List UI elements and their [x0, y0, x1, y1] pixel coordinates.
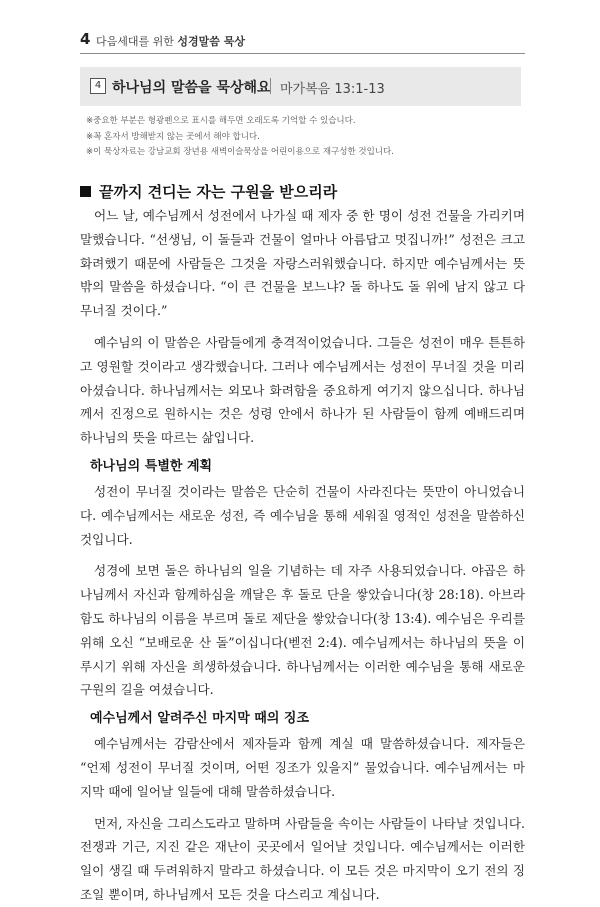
lesson-title: 하나님의 말씀을 묵상해요 [112, 80, 271, 96]
paragraph: 예수님께서는 감람산에서 제자들과 함께 계실 때 말씀하셨습니다. 제자들은 “언제 성전이 무너질 것이며, 어떤 징조가 있을지” 물었습니다. 예수님께서는 마지막 때에 일어날 일들에 대해 말씀하셨습니다. [80, 736, 525, 799]
subheading: 하나님의 특별한 계획 [90, 458, 213, 474]
scripture-reference: 마가복음 13:1-13 [280, 82, 385, 97]
header-divider [80, 53, 525, 54]
series-name: 성경말씀 묵상 [177, 35, 245, 48]
paragraph: 성경에 보면 돌은 하나님의 일을 기념하는 데 자주 사용되었습니다. 야곱은 하나님께서 자신과 함께하심을 깨달은 후 돌로 단을 쌓았습니다(창 28:18). 아브라함도 하나님의 이름을 부르며 돌로 제단을 쌓았습니다(창 13:4). 예수님은 우리를 위해 오신 “보배로운 산 돌”이십니다(벧전 2:4). 예수님께서는 하나님의 뜻을 이루시기 위해 자신을 희생하셨습니다. 하나님께서는 이러한 예수님을 통해 새로운 구원의 길을 여셨습니다. [80, 563, 525, 698]
lesson-title-box [80, 67, 521, 106]
section-heading-text: 끝까지 견디는 자는 구원을 받으리라 [99, 183, 338, 201]
note-item: ※중요한 부분은 형광펜으로 표시를 해두면 오래도록 기억할 수 있습니다. [86, 116, 356, 126]
paragraph: 먼저, 자신을 그리스도라고 말하며 사람들을 속이는 사람들이 나타날 것입니다. 전쟁과 기근, 지진 같은 재난이 곳곳에서 일어날 것입니다. 예수님께서는 이러한 일이 생길 때 두려워하지 말라고 하셨습니다. 이 모든 것은 마지막이 오기 전의 징조일 뿐이며, 하나님께서 모든 것을 다스리고 계십니다. [80, 815, 525, 902]
paragraph: 예수님의 이 말씀은 사람들에게 충격적이었습니다. 그들은 성전이 매우 튼튼하고 영원할 것이라고 생각했습니다. 그러나 예수님께서는 성전이 무너질 것을 미리 아셨습니다. 하나님께서는 외모나 화려함을 중요하게 여기지 않으십니다. 하나님께서 진정으로 원하시는 것은 성령 안에서 하나가 된 사람들이 함께 예배드리며 하나님의 뜻을 따르는 삶입니다. [80, 334, 525, 446]
body-content [80, 204, 525, 907]
section-heading [80, 181, 525, 202]
title-divider [270, 78, 271, 94]
series-prefix: 다음세대를 위한 [96, 35, 174, 48]
note-item: ※이 묵상자료는 강남교회 장년용 새벽이슬묵상을 어린이용으로 재구성한 것입니다. [86, 147, 394, 157]
page-number: 4 [80, 30, 91, 48]
notes-list [86, 114, 516, 161]
series-title [96, 33, 245, 49]
paragraph: 성전이 무너질 것이라는 말씀은 단순히 건물이 사라진다는 뜻만이 아니었습니다. 예수님께서는 새로운 성전, 즉 예수님을 통해 세워질 영적인 성전을 말씀하신 것입니다. [80, 483, 525, 547]
paragraph: 어느 날, 예수님께서 성전에서 나가실 때 제자 중 한 명이 성전 건물을 가리키며 말했습니다. “선생님, 이 돌들과 건물이 얼마나 아름답고 멋집니까!” 성전은 크고 화려했기 때문에 사람들은 그것을 자랑스러워했습니다. 하지만 예수님께서는 뜻밖의 말씀을 하셨습니다. “이 큰 건물을 보느냐? 돌 하나도 돌 위에 남지 않고 다 무너질 것이다.” [80, 208, 525, 319]
note-item: ※꼭 혼자서 방해받지 않는 곳에서 해야 합니다. [86, 131, 260, 142]
page-header [80, 30, 525, 50]
subheading: 예수님께서 알려주신 마지막 때의 징조 [90, 711, 310, 727]
square-bullet-icon [80, 186, 91, 197]
lesson-number-badge: 4 [90, 78, 106, 94]
